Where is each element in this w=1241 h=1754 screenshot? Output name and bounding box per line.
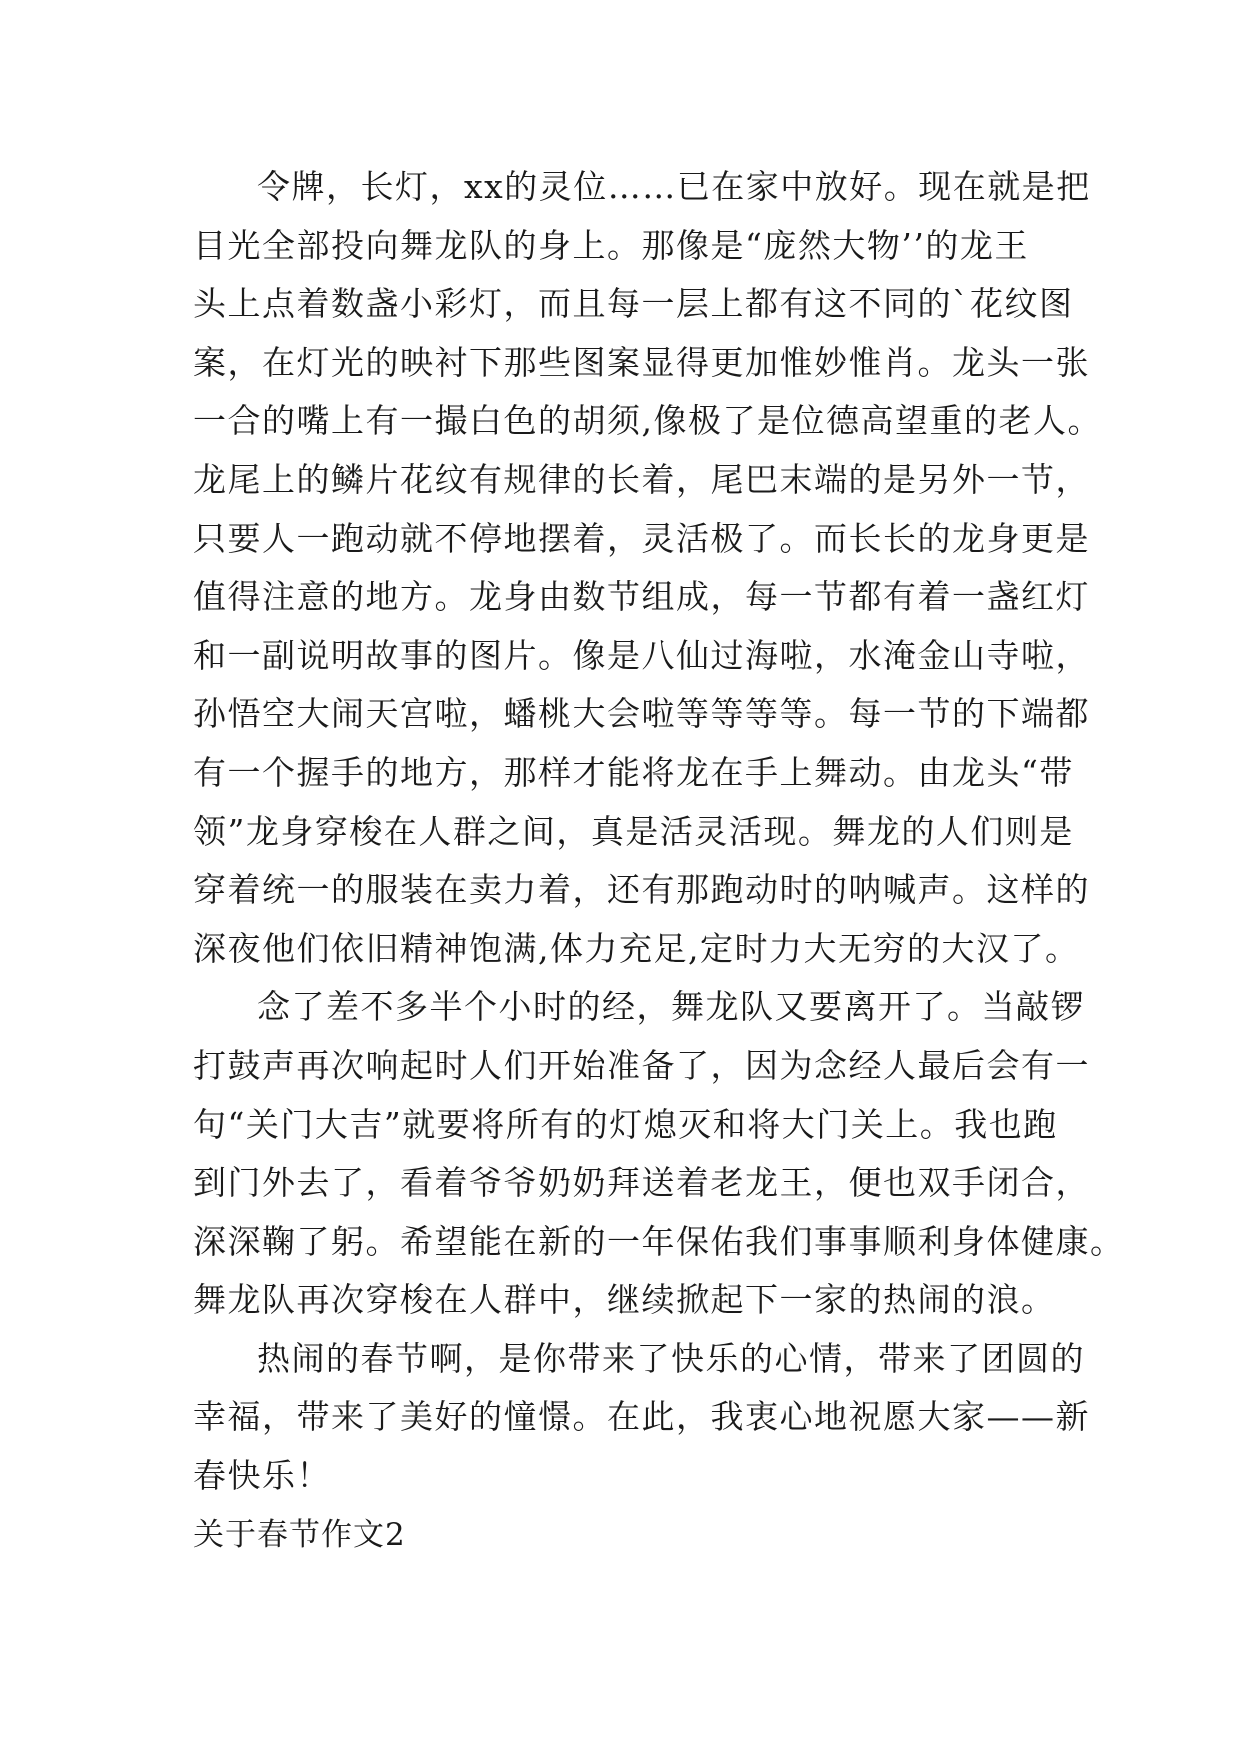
paragraph-1-line-7: 只要人一跑动就不停地摆着，灵活极了。而长长的龙身更是 xyxy=(193,518,1090,558)
paragraph-2-line-4: 到门外去了，看着爷爷奶奶拜送着老龙王，便也双手闭合， xyxy=(193,1163,1090,1203)
document-body xyxy=(193,158,1125,1564)
paragraph-1-line-12: 领”龙身穿梭在人群之间，真是活灵活现。舞龙的人们则是 xyxy=(193,811,1074,851)
paragraph-3-line-1: 热闹的春节啊，是你带来了快乐的心情，带来了团圆的 xyxy=(257,1338,1085,1378)
paragraph-2-line-2: 打鼓声再次响起时人们开始准备了，因为念经人最后会有一 xyxy=(193,1045,1090,1085)
paragraph-1-line-9: 和一副说明故事的图片。像是八仙过海啦，水淹金山寺啦， xyxy=(193,635,1090,675)
paragraph-1-line-3: 头上点着数盏小彩灯，而且每一层上都有这不同的`花纹图 xyxy=(193,284,1074,324)
paragraph-2-line-1: 念了差不多半个小时的经，舞龙队又要离开了。当敲锣 xyxy=(257,987,1085,1027)
paragraph-1-line-14: 深夜他们依旧精神饱满,体力充足,定时力大无穷的大汉了。 xyxy=(193,928,1080,968)
paragraph-2-line-5: 深深鞠了躬。希望能在新的一年保佑我们事事顺利身体健康。 xyxy=(193,1221,1125,1261)
paragraph-3-line-3: 春快乐！ xyxy=(193,1456,331,1496)
paragraph-2-line-6: 舞龙队再次穿梭在人群中，继续掀起下一家的热闹的浪。 xyxy=(193,1280,1056,1320)
paragraph-1-line-4: 案，在灯光的映衬下那些图案显得更加惟妙惟肖。龙头一张 xyxy=(193,342,1090,382)
paragraph-1-line-2: 目光全部投向舞龙队的身上。那像是“庞然大物’’的龙王 xyxy=(193,225,1029,265)
section-heading: 关于春节作文2 xyxy=(193,1516,406,1553)
paragraph-1-line-10: 孙悟空大闹天宫啦，蟠桃大会啦等等等等。每一节的下端都 xyxy=(193,694,1090,734)
paragraph-1-line-5: 一合的嘴上有一撮白色的胡须,像极了是位德高望重的老人。 xyxy=(193,401,1102,441)
paragraph-2-line-3: 句“关门大吉”就要将所有的灯熄灭和将大门关上。我也跑 xyxy=(193,1104,1058,1144)
paragraph-1-line-11: 有一个握手的地方，那样才能将龙在手上舞动。由龙头“带 xyxy=(193,752,1074,792)
paragraph-1-line-13: 穿着统一的服装在卖力着，还有那跑动时的呐喊声。这样的 xyxy=(193,870,1090,910)
paragraph-1-line-6: 龙尾上的鳞片花纹有规律的长着，尾巴末端的是另外一节， xyxy=(193,459,1090,499)
paragraph-3-line-2: 幸福，带来了美好的憧憬。在此，我衷心地祝愿大家——新 xyxy=(193,1397,1090,1437)
paragraph-1-line-8: 值得注意的地方。龙身由数节组成，每一节都有着一盏红灯 xyxy=(193,577,1090,617)
paragraph-1-line-1: 令牌，长灯，xx的灵位……已在家中放好。现在就是把 xyxy=(257,167,1091,206)
